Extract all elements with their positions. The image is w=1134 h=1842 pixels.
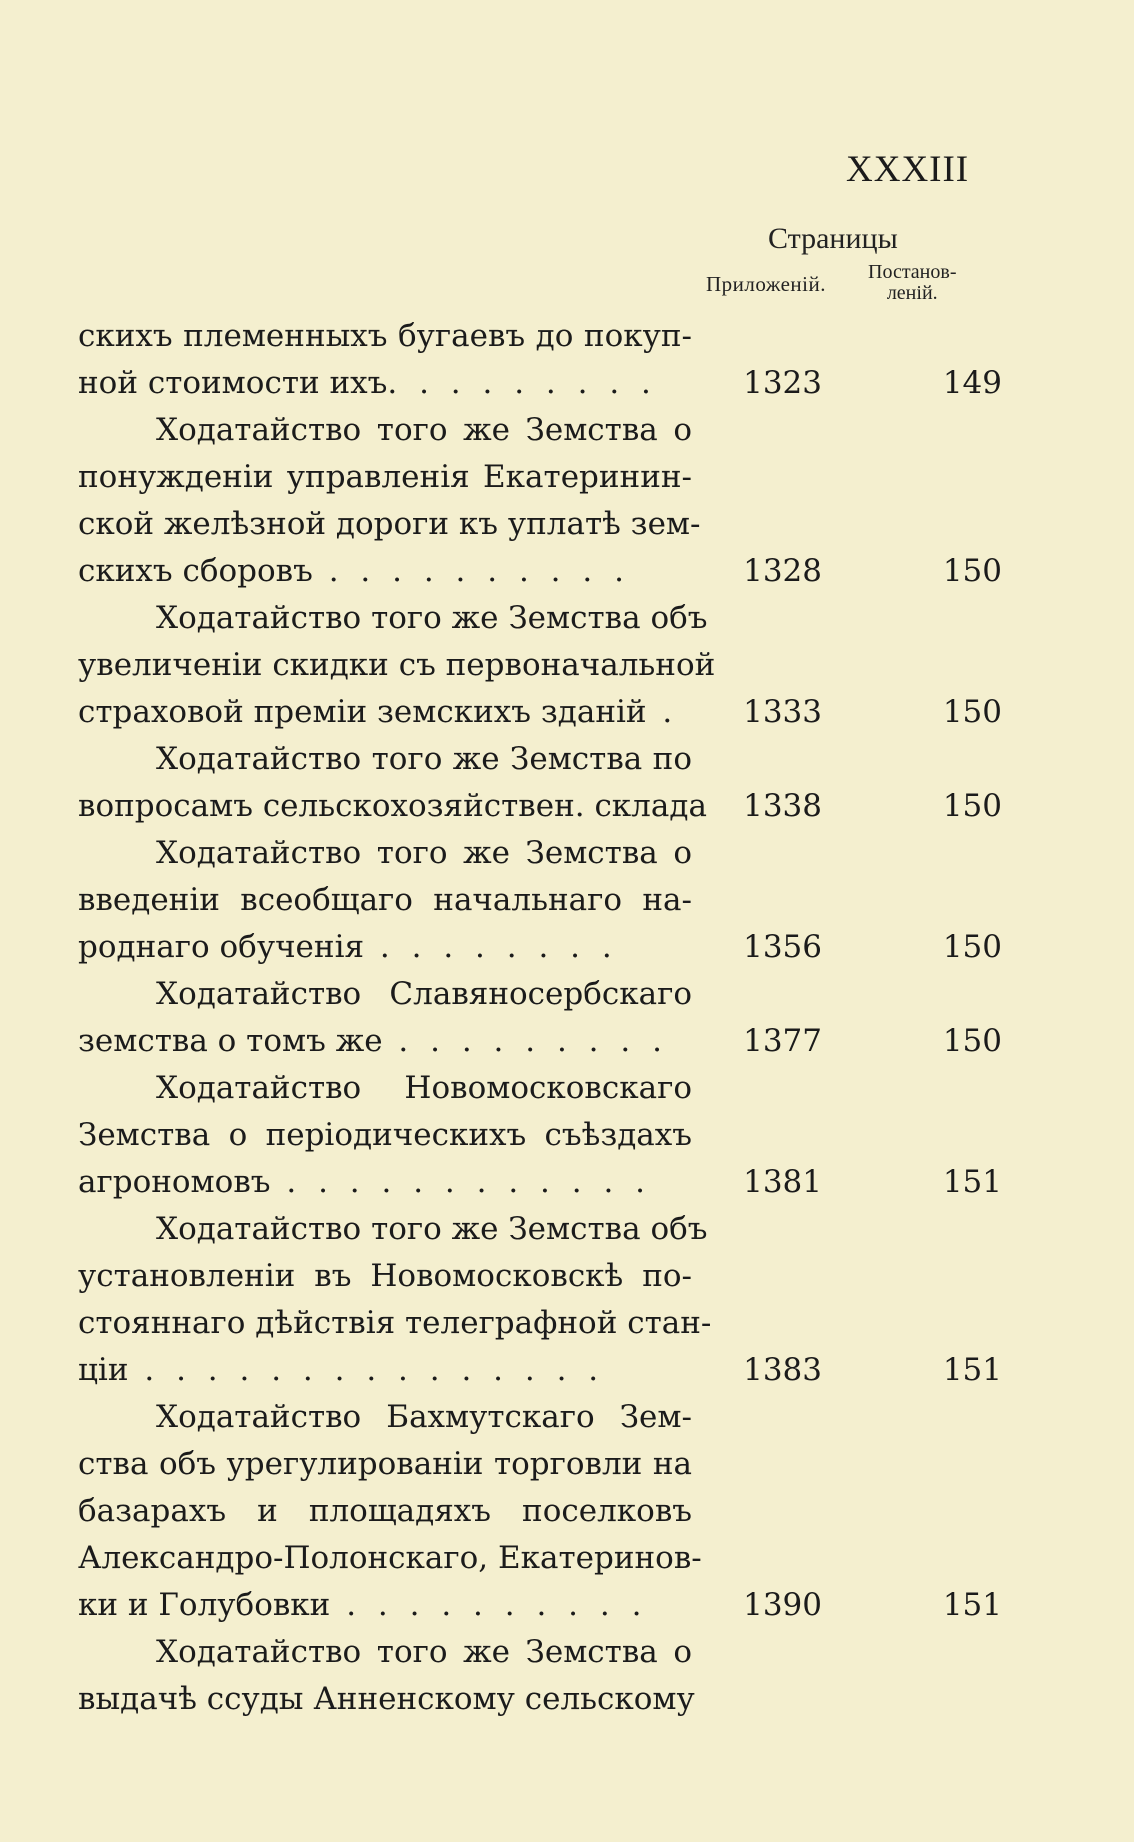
appendix-page-number: 1333 bbox=[743, 694, 822, 730]
index-line bbox=[78, 1206, 1008, 1253]
entry-text-content: земства о томъ же bbox=[78, 1023, 383, 1059]
entry-text bbox=[78, 924, 692, 971]
leader-dots: . . . . . . . . . . . . bbox=[270, 1164, 652, 1200]
leader-dots: . . . . . . . . . . . . . . . bbox=[128, 1352, 605, 1388]
entry-text-content: Ходатайство Славяносербскаго bbox=[156, 976, 692, 1012]
entry-text-content: понужденіи управленія Екатеринин- bbox=[78, 459, 692, 495]
entry-text bbox=[78, 1488, 692, 1535]
entry-text-content: ціи bbox=[78, 1352, 129, 1388]
index-line bbox=[78, 689, 1008, 736]
appendices-column-header: Приложеній. bbox=[706, 272, 826, 296]
entry-text-content: агрономовъ bbox=[78, 1164, 271, 1200]
index-line bbox=[78, 1347, 1008, 1394]
leader-dots: . . . . . . . . . bbox=[387, 365, 657, 401]
index-entries bbox=[78, 313, 1008, 1723]
entry-text-content: ства объ урегулированіи торговли на bbox=[78, 1446, 692, 1482]
entry-text-content: увеличеніи скидки съ первоначальной bbox=[78, 647, 716, 683]
index-line bbox=[78, 548, 1008, 595]
index-line bbox=[78, 877, 1008, 924]
entry-text-content: Ходатайство того же Земства о bbox=[156, 835, 692, 871]
index-line bbox=[78, 924, 1008, 971]
entry-text bbox=[78, 454, 692, 501]
index-line bbox=[78, 971, 1008, 1018]
entry-text bbox=[156, 1065, 692, 1112]
resolution-page-number: 150 bbox=[942, 788, 1002, 824]
entry-text bbox=[78, 689, 692, 736]
index-line bbox=[78, 1629, 1008, 1676]
appendix-page-number: 1356 bbox=[743, 929, 822, 965]
entry-text bbox=[156, 736, 692, 783]
index-line bbox=[78, 1676, 1008, 1723]
index-line bbox=[78, 1582, 1008, 1629]
entry-text bbox=[78, 1300, 712, 1347]
entry-text-content: ки и Голубовки bbox=[78, 1587, 331, 1623]
index-line bbox=[78, 595, 1008, 642]
page-number: XXXIII bbox=[846, 149, 970, 190]
entry-text bbox=[78, 783, 707, 830]
resolution-page-number: 150 bbox=[942, 929, 1002, 965]
entry-text bbox=[156, 830, 692, 877]
index-line bbox=[78, 1441, 1008, 1488]
resolutions-header-line2: леній. bbox=[886, 282, 938, 304]
entry-text-content: Ходатайство того же Земства объ bbox=[156, 1211, 708, 1247]
entry-text-content: ской желѣзной дороги къ уплатѣ зем- bbox=[78, 506, 701, 542]
entry-text-content: Ходатайство Новомосковскаго bbox=[156, 1070, 692, 1106]
appendix-page-number: 1328 bbox=[743, 553, 822, 589]
entry-text bbox=[156, 407, 692, 454]
entry-text-content: вопросамъ сельскохозяйствен. склада bbox=[78, 788, 707, 824]
resolutions-header-line1: Постанов- bbox=[868, 261, 957, 283]
entry-text bbox=[78, 1676, 695, 1723]
entry-text bbox=[78, 1253, 692, 1300]
entry-text-content: роднаго обученія bbox=[78, 929, 365, 965]
appendix-page-number: 1377 bbox=[743, 1023, 822, 1059]
index-line bbox=[78, 313, 1008, 360]
entry-text bbox=[78, 1582, 692, 1629]
appendix-page-number: 1338 bbox=[743, 788, 822, 824]
entry-text-content: введеніи всеобщаго начальнаго на- bbox=[78, 882, 692, 918]
index-line bbox=[78, 360, 1008, 407]
entry-text bbox=[156, 1629, 692, 1676]
resolution-page-number: 149 bbox=[942, 365, 1002, 401]
entry-text bbox=[156, 1206, 708, 1253]
index-line bbox=[78, 1018, 1008, 1065]
entry-text bbox=[78, 1441, 692, 1488]
index-line bbox=[78, 830, 1008, 877]
resolution-page-number: 150 bbox=[942, 1023, 1002, 1059]
leader-dots: . . . . . . . . bbox=[364, 929, 618, 965]
entry-text bbox=[78, 1347, 692, 1394]
index-line bbox=[78, 1159, 1008, 1206]
entry-text-content: скихъ сборовъ bbox=[78, 553, 313, 589]
appendix-page-number: 1390 bbox=[743, 1587, 822, 1623]
index-line bbox=[78, 1112, 1008, 1159]
resolution-page-number: 150 bbox=[942, 553, 1002, 589]
leader-dots: . bbox=[646, 694, 679, 730]
entry-text bbox=[156, 971, 692, 1018]
entry-text-content: Земства о періодическихъ съѣздахъ bbox=[78, 1117, 692, 1153]
entry-text bbox=[156, 595, 708, 642]
entry-text-content: Александро-Полонскаго, Екатеринов- bbox=[78, 1540, 702, 1576]
entry-text bbox=[78, 1112, 692, 1159]
entry-text bbox=[78, 313, 692, 360]
index-line bbox=[78, 501, 1008, 548]
entry-text bbox=[78, 360, 692, 407]
index-line bbox=[78, 454, 1008, 501]
resolution-page-number: 151 bbox=[942, 1352, 1002, 1388]
index-line bbox=[78, 1488, 1008, 1535]
entry-text-content: выдачѣ ссуды Анненскому сельскому bbox=[78, 1681, 695, 1717]
entry-text bbox=[78, 1018, 692, 1065]
entry-text bbox=[156, 1394, 692, 1441]
index-line bbox=[78, 783, 1008, 830]
index-line bbox=[78, 1253, 1008, 1300]
resolution-page-number: 151 bbox=[942, 1587, 1002, 1623]
entry-text-content: установленіи въ Новомосковскѣ по- bbox=[78, 1258, 692, 1294]
index-line bbox=[78, 1535, 1008, 1582]
appendix-page-number: 1381 bbox=[743, 1164, 822, 1200]
entry-text bbox=[78, 1535, 702, 1582]
index-line bbox=[78, 736, 1008, 783]
entry-text-content: ной стоимости ихъ bbox=[78, 365, 388, 401]
appendix-page-number: 1383 bbox=[743, 1352, 822, 1388]
index-line bbox=[78, 1065, 1008, 1112]
entry-text bbox=[78, 642, 716, 689]
resolutions-column-header bbox=[868, 262, 957, 304]
entry-text-content: страховой преміи земскихъ зданій bbox=[78, 694, 647, 730]
leader-dots: . . . . . . . . . . bbox=[312, 553, 630, 589]
index-line bbox=[78, 1394, 1008, 1441]
entry-text-content: стояннаго дѣйствія телеграфной стан- bbox=[78, 1305, 712, 1341]
entry-text-content: Ходатайство того же Земства по bbox=[156, 741, 692, 777]
entry-text-content: Ходатайство того же Земства о bbox=[156, 412, 692, 448]
entry-text bbox=[78, 877, 692, 924]
entry-text-content: Ходатайство того же Земства о bbox=[156, 1634, 692, 1670]
entry-text bbox=[78, 548, 692, 595]
entry-text-content: скихъ племенныхъ бугаевъ до покуп- bbox=[78, 318, 692, 354]
index-line bbox=[78, 407, 1008, 454]
index-line bbox=[78, 1300, 1008, 1347]
index-line bbox=[78, 642, 1008, 689]
entry-text bbox=[78, 501, 701, 548]
leader-dots: . . . . . . . . . . bbox=[330, 1587, 648, 1623]
resolution-page-number: 151 bbox=[942, 1164, 1002, 1200]
appendix-page-number: 1323 bbox=[743, 365, 822, 401]
resolution-page-number: 150 bbox=[942, 694, 1002, 730]
pages-column-header: Страницы bbox=[768, 222, 898, 255]
leader-dots: . . . . . . . . . bbox=[382, 1023, 668, 1059]
entry-text-content: Ходатайство того же Земства объ bbox=[156, 600, 708, 636]
entry-text-content: базарахъ и площадяхъ поселковъ bbox=[78, 1493, 692, 1529]
entry-text bbox=[78, 1159, 692, 1206]
entry-text-content: Ходатайство Бахмутскаго Зем- bbox=[156, 1399, 692, 1435]
